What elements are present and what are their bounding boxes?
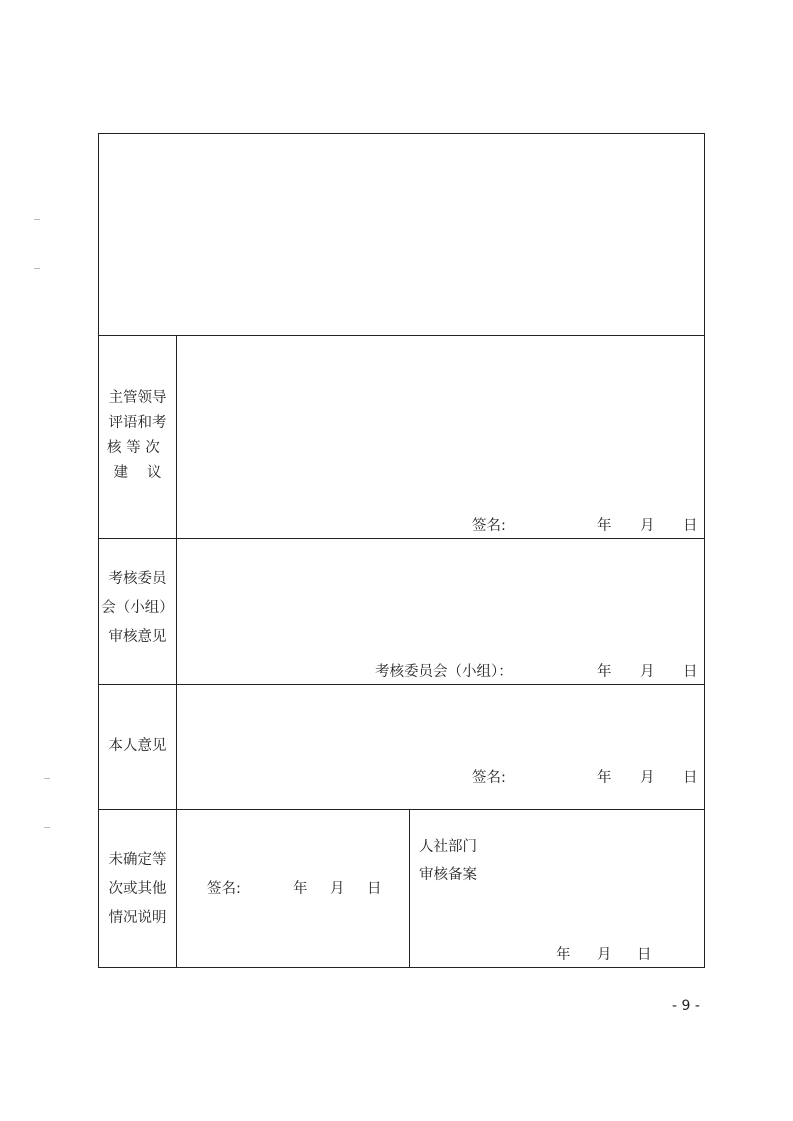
month-label: 月 [640,518,655,534]
day-label: 日 [683,770,698,786]
label-line: 核 等 次 [107,440,160,456]
comment-area[interactable] [99,134,704,335]
self-opinion-label [99,734,176,759]
signature-label: 签名: [472,770,506,786]
month-label: 月 [597,947,612,963]
year-label: 年 [597,664,612,680]
hr-filing-label: 审核备案 [419,867,477,883]
day-label: 日 [683,518,698,534]
label-line: 考核委员 [108,571,167,587]
hr-filing-area[interactable] [411,811,704,967]
label-line: 主管领导 [108,390,167,406]
label-line: 建 议 [113,465,162,481]
label-line: 未确定等 [108,852,167,868]
margin-mark [44,778,50,779]
signature-label: 签名: [207,881,241,897]
label-line: 会（小组） [101,600,174,616]
label-line: 本人意见 [108,738,167,754]
self-opinion-area[interactable] [178,686,704,766]
day-label: 日 [637,947,652,963]
page-number: - 9 - [672,998,700,1014]
signature-column-divider [409,809,410,967]
row-divider [99,809,704,810]
appraisal-form-table [98,133,705,968]
month-label: 月 [330,881,345,897]
year-label: 年 [597,518,612,534]
label-line: 审核意见 [108,629,167,645]
row-divider [99,538,704,539]
label-line: 评语和考 [108,415,167,431]
year-label: 年 [597,770,612,786]
signature-label: 考核委员会（小组）： [375,664,513,680]
margin-mark [44,827,50,828]
hr-department-label: 人社部门 [419,839,477,855]
label-line: 情况说明 [108,910,167,926]
year-label: 年 [556,947,571,963]
day-label: 日 [367,881,382,897]
label-line: 次或其他 [108,881,167,897]
day-label: 日 [683,664,698,680]
committee-review-label [99,565,176,652]
undetermined-grade-label [99,846,176,933]
year-label: 年 [293,881,308,897]
margin-mark [34,268,40,269]
committee-review-area[interactable] [178,540,704,655]
signature-label: 签名: [472,518,506,534]
leader-comment-label [99,386,176,486]
row-divider [99,684,704,685]
margin-mark [34,219,40,220]
row-divider [99,335,704,336]
leader-comment-area[interactable] [178,337,704,507]
label-column-divider [176,335,177,967]
month-label: 月 [640,770,655,786]
month-label: 月 [640,664,655,680]
